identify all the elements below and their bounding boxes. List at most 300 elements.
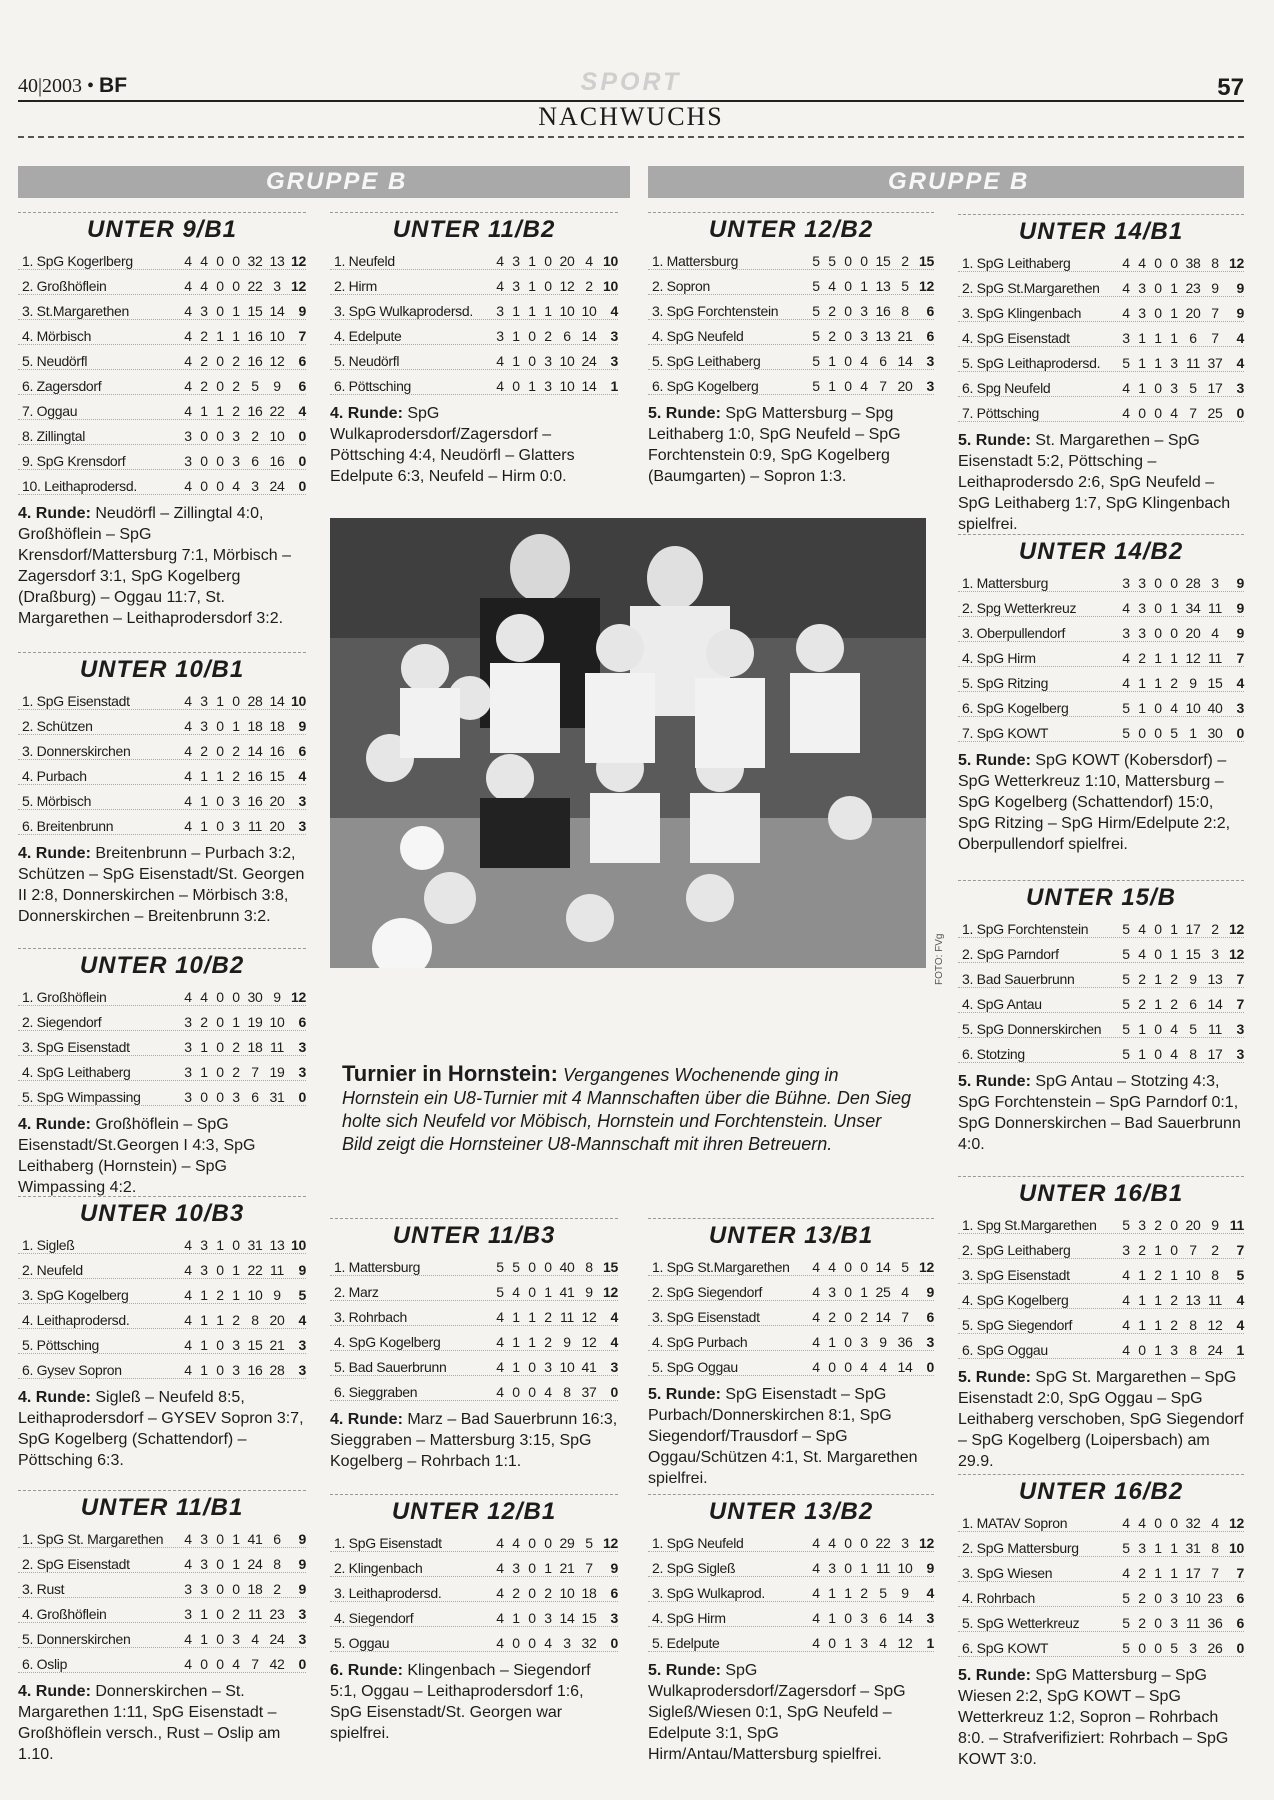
stat-cell: 1 (1154, 1342, 1162, 1358)
stat-cell: 14 (247, 743, 263, 759)
table-row (958, 642, 1244, 667)
stat-cell: 8 (901, 303, 909, 319)
stat-cell: 40 (559, 1259, 575, 1275)
stat-cell: 0 (844, 1560, 852, 1576)
stat-cell: 31 (1185, 1540, 1201, 1556)
table-row (958, 1507, 1244, 1532)
stat-cell: 19 (247, 1014, 263, 1030)
team-name: 2. SpG Sigleß (652, 1560, 736, 1576)
standings-u16b1 (958, 1176, 1244, 1472)
stat-cell: 0 (1138, 725, 1146, 741)
points: 12 (291, 278, 306, 294)
stat-cell: 0 (1138, 1640, 1146, 1656)
stat-cell: 1 (216, 768, 224, 784)
table-row (18, 1329, 306, 1354)
points: 3 (1236, 1046, 1244, 1062)
stat-cell: 20 (559, 253, 575, 269)
table-row (958, 1557, 1244, 1582)
table-row (18, 1081, 306, 1106)
points: 5 (1236, 1267, 1244, 1283)
stat-cell: 3 (1170, 1342, 1178, 1358)
table-title: UNTER 9/B1 (18, 212, 306, 245)
stat-cell: 3 (184, 1606, 192, 1622)
stat-cell: 2 (232, 378, 240, 394)
standings-u14b2 (958, 534, 1244, 855)
stat-cell: 1 (512, 1359, 520, 1375)
stat-cell: 4 (184, 1556, 192, 1572)
points: 9 (1236, 575, 1244, 591)
stat-cell: 4 (812, 1259, 820, 1275)
round-label: 6. Runde: (330, 1662, 403, 1679)
table-row (330, 320, 618, 345)
stat-cell: 9 (585, 1284, 593, 1300)
table-title: UNTER 15/B (958, 880, 1244, 913)
stat-cell: 0 (828, 1635, 836, 1651)
table-title: UNTER 10/B3 (18, 1196, 306, 1229)
stat-cell: 3 (860, 328, 868, 344)
round-label: 4. Runde: (18, 1116, 91, 1133)
stat-cell: 4 (812, 1284, 820, 1300)
table-row (330, 1627, 618, 1652)
points: 3 (926, 378, 934, 394)
points: 9 (298, 1262, 306, 1278)
stat-cell: 1 (1138, 700, 1146, 716)
stat-cell: 0 (216, 428, 224, 444)
stat-cell: 36 (897, 1334, 913, 1350)
stat-cell: 3 (200, 1262, 208, 1278)
table-row (330, 270, 618, 295)
stat-cell: 3 (860, 1635, 868, 1651)
team-name: 5. SpG Leithaprodersd. (962, 355, 1101, 371)
table-title: UNTER 11/B2 (330, 212, 618, 245)
stat-cell: 0 (216, 1262, 224, 1278)
stat-cell: 1 (1154, 1292, 1162, 1308)
stat-cell: 0 (216, 818, 224, 834)
table-row (18, 345, 306, 370)
table-row (18, 1623, 306, 1648)
stat-cell: 2 (860, 1309, 868, 1325)
table-row (958, 938, 1244, 963)
stat-cell: 0 (216, 478, 224, 494)
table-row (18, 981, 306, 1006)
team-name: 1. SpG Eisenstadt (334, 1535, 442, 1551)
stat-cell: 3 (496, 303, 504, 319)
stat-cell: 1 (232, 1262, 240, 1278)
stat-cell: 0 (1154, 600, 1162, 616)
points: 3 (298, 1337, 306, 1353)
stat-cell: 1 (1138, 1046, 1146, 1062)
stat-cell: 0 (216, 1362, 224, 1378)
stat-cell: 4 (879, 1635, 887, 1651)
stat-cell: 2 (1138, 1615, 1146, 1631)
team-name: 1. Sigleß (22, 1237, 75, 1253)
stat-cell: 37 (1207, 355, 1223, 371)
stat-cell: 0 (216, 353, 224, 369)
table-title: UNTER 13/B2 (648, 1494, 934, 1527)
team-name: 10. Leithaprodersd. (22, 478, 137, 494)
team-name: 7. Oggau (22, 403, 78, 419)
stat-cell: 3 (200, 718, 208, 734)
stat-cell: 2 (200, 353, 208, 369)
points: 4 (610, 1309, 618, 1325)
team-name: 5. Bad Sauerbrunn (334, 1359, 447, 1375)
team-name: 3. Donnerskirchen (22, 743, 131, 759)
points: 3 (298, 1606, 306, 1622)
stat-cell: 4 (184, 693, 192, 709)
standings-u10b2 (18, 948, 306, 1198)
stat-cell: 0 (200, 428, 208, 444)
stat-cell: 18 (247, 1581, 263, 1597)
points: 3 (1236, 380, 1244, 396)
table-row (18, 1254, 306, 1279)
points: 3 (1236, 700, 1244, 716)
stat-cell: 3 (184, 1064, 192, 1080)
team-name: 6. Spg Neufeld (962, 380, 1051, 396)
stat-cell: 1 (860, 278, 868, 294)
stat-cell: 14 (1207, 996, 1223, 1012)
stat-cell: 31 (269, 1089, 285, 1105)
stat-cell: 1 (528, 278, 536, 294)
stat-cell: 1 (512, 328, 520, 344)
points: 12 (1229, 921, 1244, 937)
standings-u11b2 (330, 212, 618, 487)
stat-cell: 5 (1122, 355, 1130, 371)
stat-cell: 4 (1170, 405, 1178, 421)
stat-cell: 0 (1138, 1342, 1146, 1358)
team-name: 5. SpG Siegendorf (962, 1317, 1073, 1333)
team-name: 2. Großhöflein (22, 278, 107, 294)
stat-cell: 4 (1138, 255, 1146, 271)
stat-cell: 9 (901, 1585, 909, 1601)
stat-cell: 4 (544, 1384, 552, 1400)
stat-cell: 1 (528, 1334, 536, 1350)
stat-cell: 14 (269, 303, 285, 319)
points: 10 (1229, 1540, 1244, 1556)
points: 4 (610, 303, 618, 319)
stat-cell: 1 (1170, 330, 1178, 346)
stat-cell: 3 (544, 353, 552, 369)
stat-cell: 6 (251, 453, 259, 469)
stat-cell: 0 (200, 478, 208, 494)
points: 10 (603, 278, 618, 294)
points: 3 (1236, 1021, 1244, 1037)
stat-cell: 0 (232, 693, 240, 709)
table-row (648, 245, 934, 270)
round-label: 5. Runde: (648, 1662, 721, 1679)
points: 3 (298, 793, 306, 809)
stat-cell: 5 (901, 1259, 909, 1275)
points: 9 (298, 1556, 306, 1572)
stat-cell: 2 (1211, 921, 1219, 937)
stat-cell: 2 (200, 743, 208, 759)
stat-cell: 4 (1122, 280, 1130, 296)
stat-cell: 0 (1170, 1515, 1178, 1531)
team-name: 1. Neufeld (334, 253, 395, 269)
stat-cell: 1 (844, 1635, 852, 1651)
stat-cell: 4 (184, 403, 192, 419)
stat-cell: 4 (184, 328, 192, 344)
stat-cell: 3 (200, 1531, 208, 1547)
table-row (18, 1031, 306, 1056)
stat-cell: 0 (216, 743, 224, 759)
stat-cell: 14 (897, 1359, 913, 1375)
stat-cell: 2 (1170, 1292, 1178, 1308)
stat-cell: 1 (828, 378, 836, 394)
stat-cell: 3 (1138, 305, 1146, 321)
table-row (958, 692, 1244, 717)
group-label-left: GRUPPE B (266, 168, 408, 195)
stat-cell: 4 (1122, 600, 1130, 616)
stat-cell: 1 (1170, 600, 1178, 616)
team-name: 6. Gysev Sopron (22, 1362, 122, 1378)
round-results (958, 1367, 1244, 1472)
round-results (330, 1409, 618, 1472)
points: 7 (1236, 1565, 1244, 1581)
table-row (18, 710, 306, 735)
stat-cell: 1 (528, 1309, 536, 1325)
stat-cell: 2 (828, 303, 836, 319)
round-results (18, 503, 306, 629)
stat-cell: 2 (232, 403, 240, 419)
table-row (958, 567, 1244, 592)
stat-cell: 0 (844, 303, 852, 319)
stat-cell: 1 (232, 718, 240, 734)
team-name: 3. Bad Sauerbrunn (962, 971, 1075, 987)
stat-cell: 4 (184, 1531, 192, 1547)
stat-cell: 8 (1189, 1046, 1197, 1062)
team-name: 2. SpG Siegendorf (652, 1284, 763, 1300)
stat-cell: 1 (200, 793, 208, 809)
round-label: 5. Runde: (958, 1667, 1031, 1684)
stat-cell: 0 (1170, 625, 1178, 641)
stat-cell: 4 (860, 378, 868, 394)
stat-cell: 5 (812, 353, 820, 369)
stat-cell: 0 (216, 1581, 224, 1597)
stat-cell: 4 (1122, 1317, 1130, 1333)
stat-cell: 1 (1154, 1242, 1162, 1258)
stat-cell: 23 (1185, 280, 1201, 296)
stat-cell: 5 (1122, 1217, 1130, 1233)
team-name: 4. SpG Kogelberg (962, 1292, 1069, 1308)
stat-cell: 4 (812, 1334, 820, 1350)
stat-cell: 3 (232, 818, 240, 834)
stat-cell: 5 (251, 378, 259, 394)
stat-cell: 4 (901, 1284, 909, 1300)
team-name: 6. Sieggraben (334, 1384, 418, 1400)
stat-cell: 24 (269, 478, 285, 494)
stat-cell: 1 (232, 1531, 240, 1547)
stat-cell: 8 (1211, 1267, 1219, 1283)
standings-u12b2 (648, 212, 934, 487)
stat-cell: 16 (247, 403, 263, 419)
round-results (958, 750, 1244, 855)
stat-cell: 4 (184, 1312, 192, 1328)
stat-cell: 0 (528, 1359, 536, 1375)
stat-cell: 0 (844, 1334, 852, 1350)
stat-cell: 2 (1211, 1242, 1219, 1258)
stat-cell: 4 (1122, 1342, 1130, 1358)
stat-cell: 0 (844, 378, 852, 394)
stat-cell: 9 (273, 989, 281, 1005)
team-name: 3. Leithaprodersd. (334, 1585, 442, 1601)
stat-cell: 10 (559, 378, 575, 394)
stat-cell: 1 (860, 1284, 868, 1300)
stat-cell: 7 (1211, 1565, 1219, 1581)
table-row (648, 1527, 934, 1552)
stat-cell: 0 (200, 1656, 208, 1672)
team-name: 1. Mattersburg (334, 1259, 421, 1275)
stat-cell: 3 (544, 1359, 552, 1375)
team-name: 1. SpG Leithaberg (962, 255, 1071, 271)
stat-cell: 1 (200, 1337, 208, 1353)
stat-cell: 0 (528, 328, 536, 344)
table-row (958, 1334, 1244, 1359)
round-results (648, 1660, 934, 1765)
stat-cell: 0 (232, 253, 240, 269)
points: 3 (610, 353, 618, 369)
table-row (958, 1209, 1244, 1234)
stat-cell: 4 (184, 743, 192, 759)
stat-cell: 0 (1154, 625, 1162, 641)
team-name: 3. SpG Wulkaprod. (652, 1585, 765, 1601)
stat-cell: 0 (528, 1635, 536, 1651)
points: 6 (926, 303, 934, 319)
table-row (958, 397, 1244, 422)
stat-cell: 1 (1170, 650, 1178, 666)
stat-cell: 4 (184, 1237, 192, 1253)
standings-u10b1 (18, 652, 306, 927)
table-row (18, 1523, 306, 1548)
stat-cell: 3 (232, 1362, 240, 1378)
team-name: 4. Rohrbach (962, 1590, 1035, 1606)
stat-cell: 32 (247, 253, 263, 269)
stat-cell: 1 (1154, 996, 1162, 1012)
stat-cell: 1 (216, 693, 224, 709)
stat-cell: 5 (812, 378, 820, 394)
table-row (958, 372, 1244, 397)
table-row (18, 1056, 306, 1081)
team-name: 3. Rohrbach (334, 1309, 407, 1325)
stat-cell: 4 (812, 1560, 820, 1576)
stat-cell: 11 (270, 1039, 284, 1055)
stat-cell: 13 (269, 253, 285, 269)
table-row (648, 270, 934, 295)
team-name: 4. Siegendorf (334, 1610, 414, 1626)
stat-cell: 0 (528, 1585, 536, 1601)
stat-cell: 2 (1138, 1242, 1146, 1258)
round-label: 4. Runde: (18, 845, 91, 862)
stat-cell: 3 (512, 253, 520, 269)
stat-cell: 2 (860, 1585, 868, 1601)
round-label: 5. Runde: (648, 405, 721, 422)
round-label: 5. Runde: (958, 432, 1031, 449)
points: 12 (919, 278, 934, 294)
table-row (648, 1251, 934, 1276)
points: 0 (1236, 725, 1244, 741)
stat-cell: 0 (528, 1259, 536, 1275)
stat-cell: 4 (184, 278, 192, 294)
stat-cell: 0 (216, 1039, 224, 1055)
team-photo (330, 518, 926, 968)
stat-cell: 0 (216, 1606, 224, 1622)
table-row (958, 1309, 1244, 1334)
stat-cell: 4 (184, 989, 192, 1005)
stat-cell: 20 (1185, 305, 1201, 321)
stat-cell: 3 (200, 303, 208, 319)
team-name: 1. SpG Kogerlberg (22, 253, 133, 269)
stat-cell: 5 (1122, 946, 1130, 962)
stat-cell: 3 (1170, 355, 1178, 371)
stat-cell: 4 (496, 1560, 504, 1576)
stat-cell: 3 (544, 378, 552, 394)
team-name: 6. SpG KOWT (962, 1640, 1049, 1656)
points: 6 (610, 1585, 618, 1601)
points: 9 (610, 1560, 618, 1576)
stat-cell: 4 (512, 1535, 520, 1551)
points: 9 (1236, 305, 1244, 321)
stat-cell: 14 (581, 328, 597, 344)
stat-cell: 1 (828, 1334, 836, 1350)
stat-cell: 4 (496, 1309, 504, 1325)
header-dashed-rule (18, 136, 1244, 138)
points: 4 (298, 768, 306, 784)
team-name: 3. SpG Klingenbach (962, 305, 1082, 321)
stat-cell: 1 (1154, 330, 1162, 346)
team-name: 2. SpG Eisenstadt (22, 1556, 130, 1572)
stat-cell: 0 (1154, 921, 1162, 937)
stat-cell: 9 (1211, 280, 1219, 296)
round-text: SpG Wulkaprodersdorf/Zagersdorf – Pöttsching 4:4, Neudörfl – Glatters Edelpute 6:3, Neufeld – Hirm 0:0. (330, 405, 575, 485)
stat-cell: 9 (1189, 675, 1197, 691)
team-name: 4. SpG Eisenstadt (962, 330, 1070, 346)
stat-cell: 10 (269, 328, 285, 344)
stat-cell: 1 (544, 1284, 552, 1300)
stat-cell: 0 (1154, 305, 1162, 321)
round-text: SpG Eisenstadt – SpG Purbach/Donnerskirchen 8:1, SpG Siegendorf/Trausdorf – SpG Oggau/Schützen 4:1, St. Margarethen spielfrei. (648, 1386, 918, 1487)
stat-cell: 4 (184, 478, 192, 494)
stat-cell: 18 (581, 1585, 597, 1601)
stat-cell: 13 (269, 1237, 285, 1253)
stat-cell: 3 (1138, 575, 1146, 591)
table-row (958, 1038, 1244, 1063)
stat-cell: 2 (1170, 996, 1178, 1012)
points: 1 (610, 378, 618, 394)
team-name: 5. SpG Leithaberg (652, 353, 761, 369)
stat-cell: 1 (1189, 725, 1197, 741)
stat-cell: 2 (1138, 1565, 1146, 1581)
team-name: 7. SpG KOWT (962, 725, 1049, 741)
stat-cell: 7 (879, 378, 887, 394)
stat-cell: 12 (581, 1309, 597, 1325)
stat-cell: 5 (1189, 1021, 1197, 1037)
stat-cell: 4 (184, 353, 192, 369)
team-name: 4. Leithaprodersd. (22, 1312, 130, 1328)
points: 12 (919, 1535, 934, 1551)
stat-cell: 11 (1208, 1021, 1222, 1037)
points: 3 (298, 1039, 306, 1055)
round-text: Breitenbrunn – Purbach 3:2, Schützen – SpG Eisenstadt/St. Georgen II 2:8, Donnerskirchen – Mörbisch 3:8, Donnerskirchen – Breitenbrunn 3:2. (18, 845, 305, 925)
table-row (18, 810, 306, 835)
stat-cell: 0 (232, 1237, 240, 1253)
stat-cell: 1 (232, 1014, 240, 1030)
points: 3 (610, 1359, 618, 1375)
table-row (18, 1548, 306, 1573)
table-row (18, 295, 306, 320)
table-row (958, 1234, 1244, 1259)
stat-cell: 2 (828, 1309, 836, 1325)
photo-credit: FOTO: FVg (934, 933, 945, 985)
stat-cell: 4 (184, 718, 192, 734)
